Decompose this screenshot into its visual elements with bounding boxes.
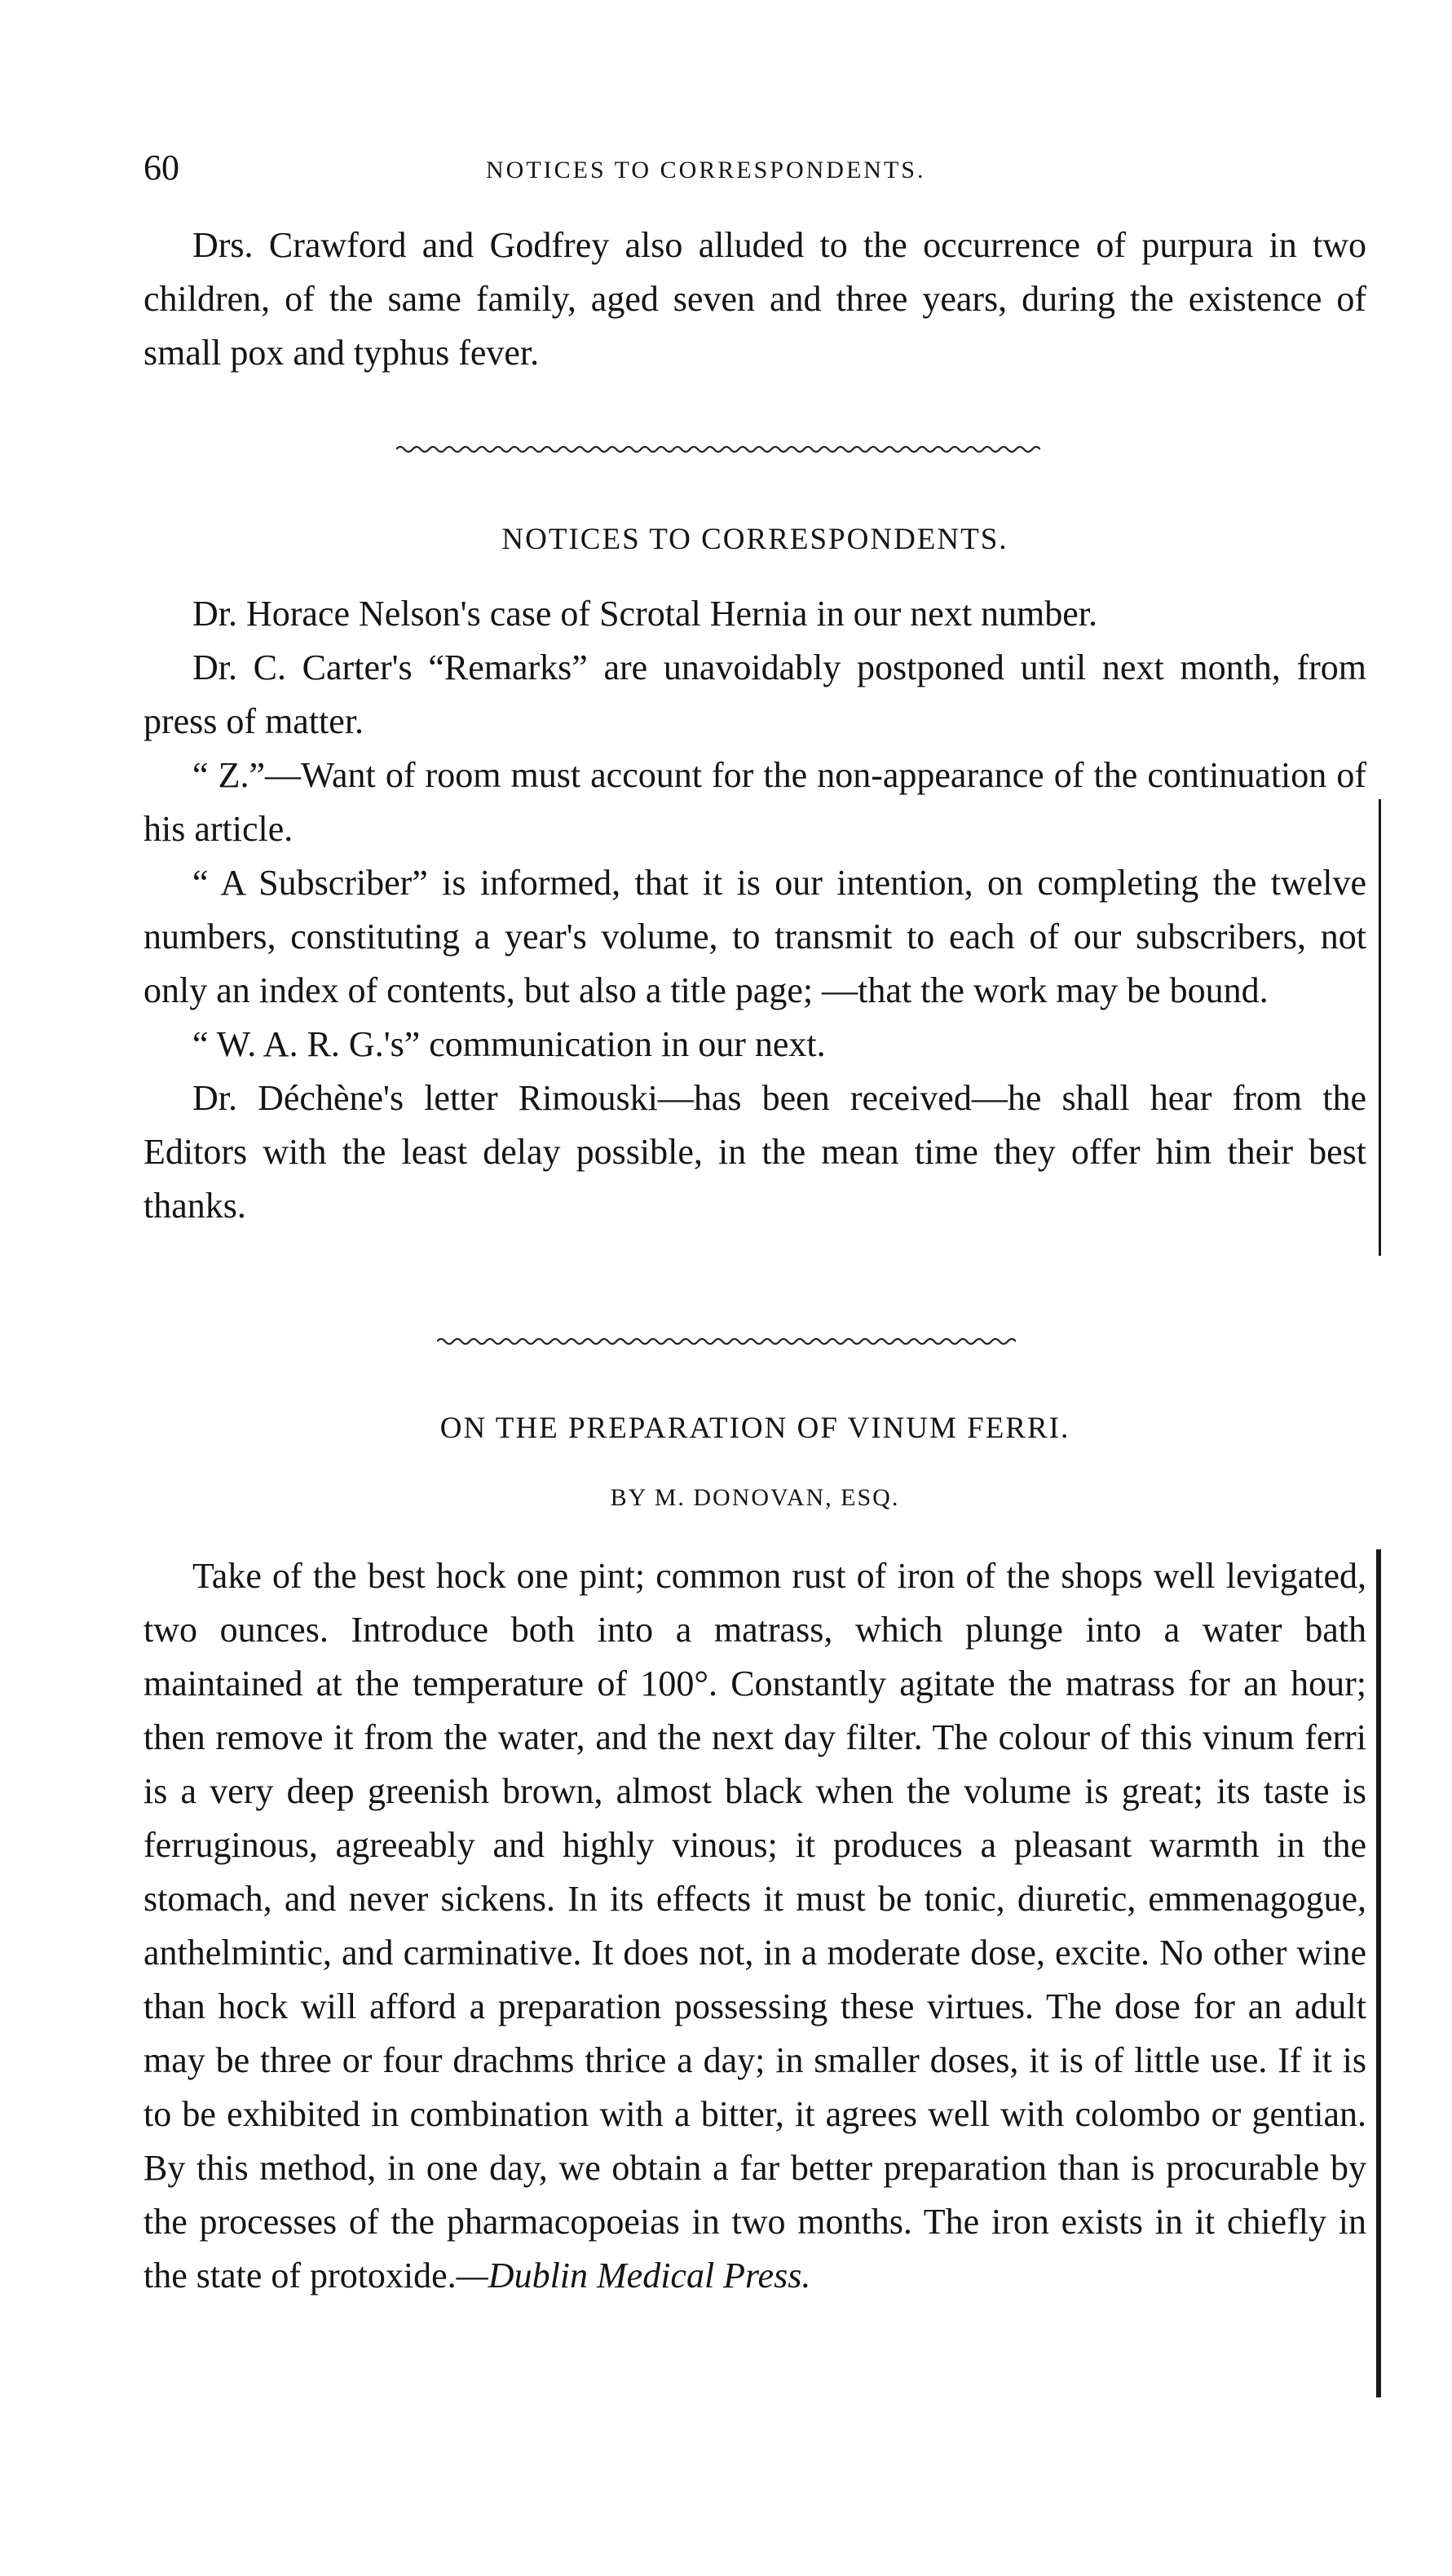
page-number: 60 [143, 148, 179, 188]
notice-item: Dr. C. Carter's “Remarks” are unavoidably postponed until next month, from press of matter. [143, 647, 1366, 741]
page-header [143, 147, 1366, 196]
notice-item: “ W. A. R. G.'s” communication in our next. [192, 1024, 826, 1064]
notice-item: Dr. Horace Nelson's case of Scrotal Hernia in our next number. [192, 594, 1098, 634]
opening-paragraph-block [143, 219, 1366, 380]
running-head: NOTICES TO CORRESPONDENTS. [486, 157, 926, 183]
article-body-block [143, 1549, 1366, 2303]
opening-paragraph: Drs. Crawford and Godfrey also alluded to the occurrence of purpura in two children, of the same family, aged seven and three years, during the existence of small pox and typhus fever. [143, 225, 1366, 373]
article-byline: BY M. DONOVAN, ESQ. [610, 1484, 900, 1511]
article-body-text: Take of the best hock one pint; common rust of iron of the shops well levigated, two ounces. Introduce both into a matrass, which plunge into a water bath maintained at the temperature of 100°. Constantly agitate the matrass for an hour; then remove it from the water, and the next day filter. The colour of this vinum ferri is a very deep greenish brown, almost black when the volume is great; its taste is ferruginous, agreeably and highly vinous; it produces a pleasant warmth in the stomach, and never sickens. In its effects it must be tonic, diuretic, emmenagogue, anthelmintic, and carminative. It does not, in a moderate dose, excite. No other wine than hock will afford a preparation possessing these virtues. The dose for an adult may be three or four drachms thrice a day; in smaller doses, it is of little use. If it is to be exhibited in combination with a bitter, it agrees well with colombo or gentian. By this method, in one day, we obtain a far better preparation than is procurable by the processes of the pharmacopoeias in two months. The iron exists in it chiefly in the state of protoxide. [143, 1556, 1366, 2295]
wavy-divider [396, 443, 1040, 456]
notice-item: Dr. Déchène's letter Rimouski—has been received—he shall hear from the Editors with the least delay possible, in the mean time they offer him their best thanks. [143, 1078, 1366, 1226]
notice-item: “ A Subscriber” is informed, that it is our intention, on completing the twelve numbers, constituting a year's volume, to transmit to each of our subscribers, not only an index of contents, but also a title page; —that the work may be bound. [143, 863, 1366, 1010]
article-body [143, 1549, 1366, 2303]
notice-item: “ Z.”—Want of room must account for the non-appearance of the continuation of his article. [143, 755, 1366, 849]
margin-rule-upper [1379, 799, 1381, 1256]
article-title: ON THE PREPARATION OF VINUM FERRI. [439, 1412, 1070, 1445]
notices-heading: NOTICES TO CORRESPONDENTS. [501, 523, 1008, 556]
article-source: —Dublin Medical Press. [456, 2256, 811, 2295]
notices-list [143, 587, 1366, 1233]
margin-rule-lower [1376, 1549, 1381, 2397]
wavy-divider [437, 1335, 1016, 1348]
